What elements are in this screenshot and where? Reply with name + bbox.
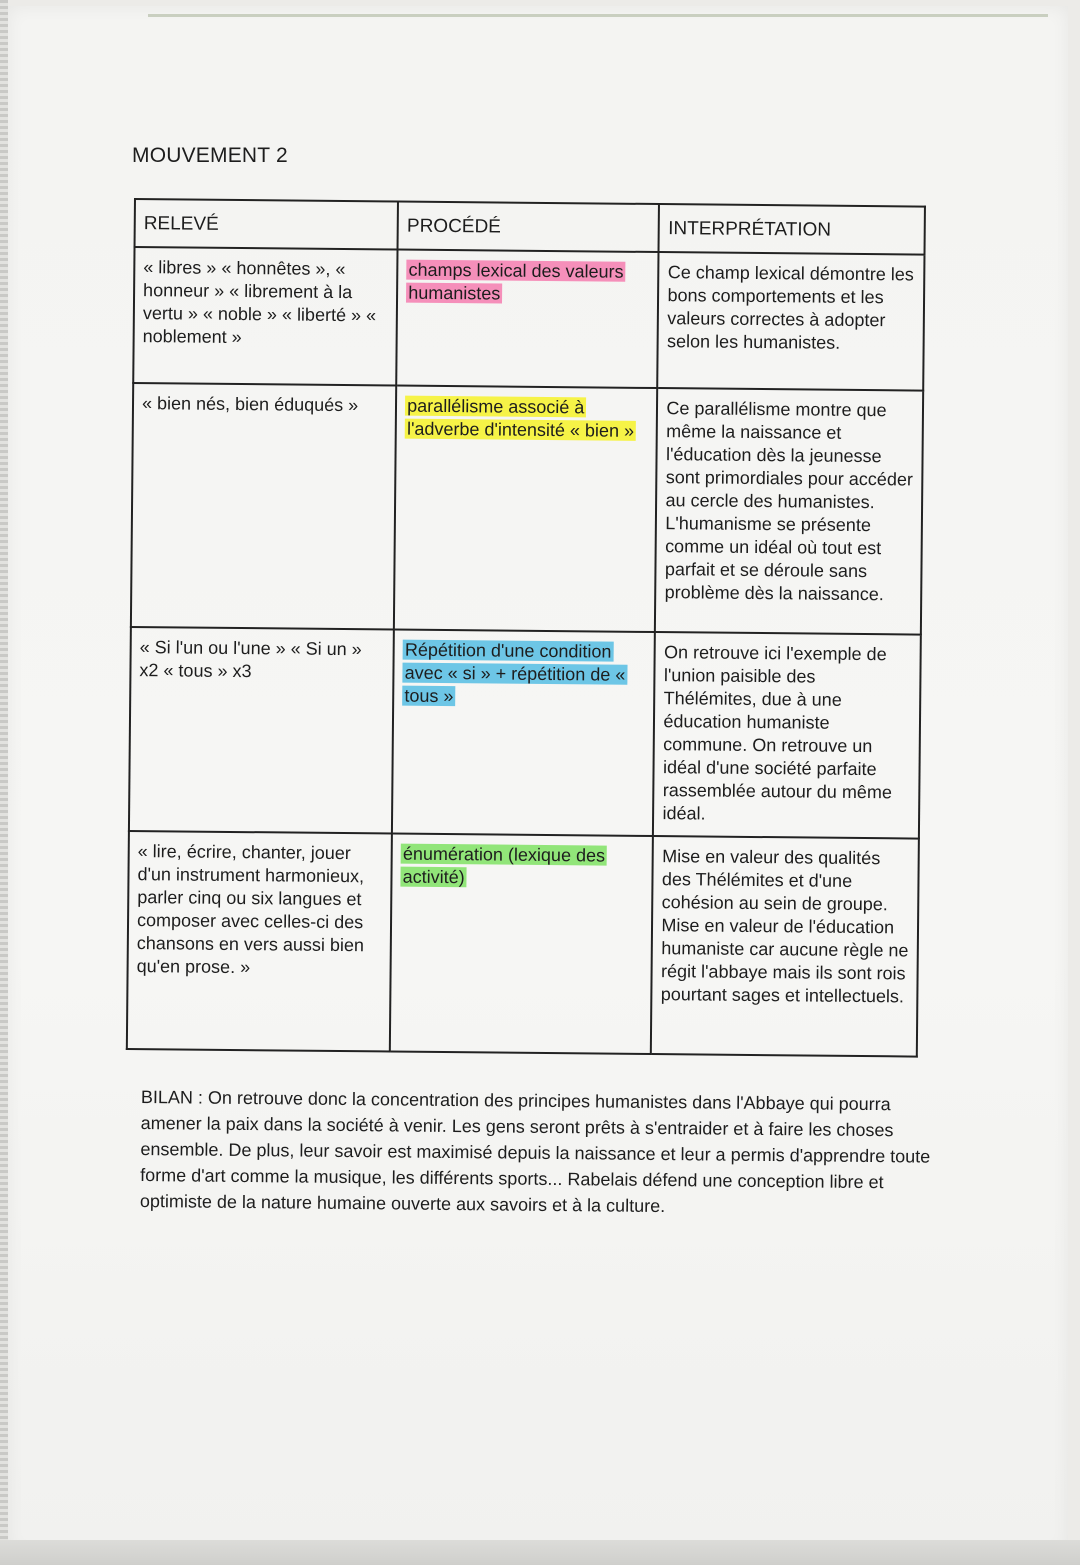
header-releve: RELEVÉ: [135, 199, 399, 250]
bilan-paragraph: BILAN : On retrouve donc la concentration des principes humanistes dans l'Abbaye qui pourra amener la paix dans la société à venir. Les gens seront prêts à s'entraider et à faire les choses ensemble. De plus, leur savoir est maximisé depuis la naissance et leur a permis d'apprendre toute forme d'art comme la musique, les différents sports... Rabelais défend une conception libre et optimiste de la nature humaine ouverte aux savoirs et à la culture.: [139, 1086, 931, 1217]
table-row: [127, 831, 919, 1057]
releve-cell: « Si l'un ou l'une » « Si un » x2 « tous » x3: [129, 627, 394, 834]
procede-highlight: Répétition d'une condition avec « si » + répétition de « tous »: [404, 639, 626, 707]
interpretation-cell: On retrouve ici l'exemple de l'union paisible des Thélémites, due à une éducation humaniste commune. On retrouve un idéal d'une société parfaite rassemblée autour du même idéal.: [653, 632, 921, 839]
procede-highlight: champs lexical des valeurs humanistes: [408, 259, 624, 304]
procede-cell: [394, 386, 658, 632]
interpretation-cell: Ce parallélisme montre que même la naissance et l'éducation dès la jeunesse sont primordiales pour accéder au cercle des humanistes. L'humanisme se présente comme un idéal où tout est parfait et se déroule sans problème dès la naissance.: [655, 388, 923, 635]
table-row: [129, 627, 921, 839]
releve-cell: « bien nés, bien éduqués »: [131, 383, 397, 630]
releve-cell: « libres » « honnêtes », « honneur » « librement à la vertu » « noble » « liberté » « noblement »: [133, 247, 397, 386]
table-header-row: [135, 199, 925, 255]
releve-cell: « lire, écrire, chanter, jouer d'un instrument harmonieux, parler cinq ou six langues et composer avec celles-ci des chansons en vers aussi bien qu'en prose. »: [127, 831, 392, 1052]
header-interpretation: INTERPRÉTATION: [659, 204, 925, 255]
header-procede: PROCÉDÉ: [398, 202, 660, 253]
interpretation-cell: Ce champ lexical démontre les bons comportements et les valeurs correctes à adopter selon les humanistes.: [658, 252, 925, 391]
top-rule: [148, 14, 1048, 17]
interpretation-cell: Mise en valeur des qualités des Thélémites et d'une cohésion au sein de groupe. Mise en valeur de l'éducation humaniste car aucune règle ne régit l'abbaye mais ils sont rois pourtant sages et intellectuels.: [651, 836, 919, 1057]
analysis-table: [126, 198, 926, 1058]
binder-edge: [0, 0, 8, 1565]
binder-bottom-edge: [0, 1540, 1080, 1565]
procede-cell: [396, 250, 659, 389]
procede-highlight: parallélisme associé à l'adverbe d'intensité « bien »: [406, 395, 635, 441]
procede-highlight: énumération (lexique des activité): [402, 843, 606, 888]
procede-cell: [392, 630, 655, 836]
table-row: [131, 383, 923, 635]
table-row: [133, 247, 924, 391]
procede-cell: [390, 834, 653, 1054]
section-title: MOUVEMENT 2: [132, 144, 288, 167]
